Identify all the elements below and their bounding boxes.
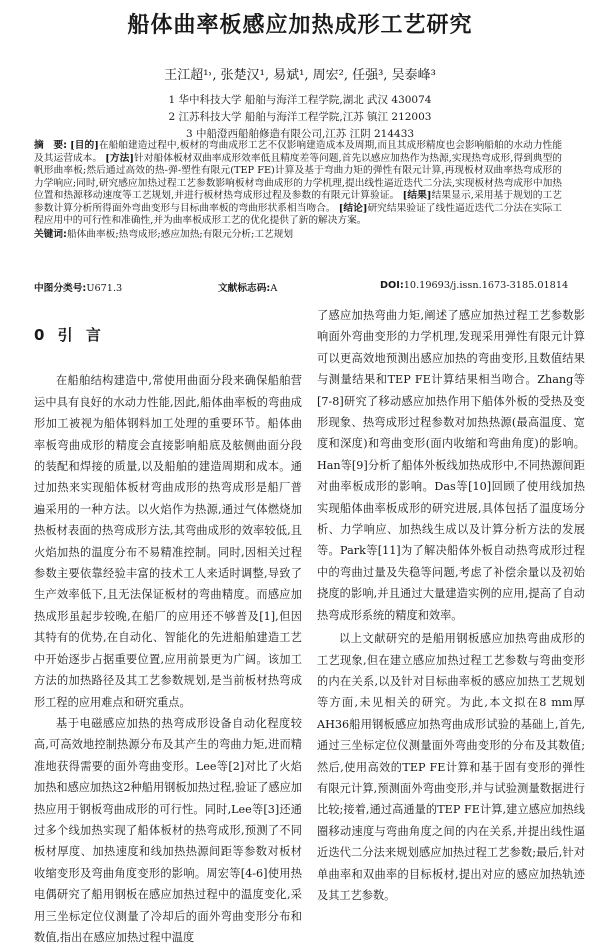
affiliation-3: 3 中船澄西船舶修造有限公司,江苏 江阴 214433 bbox=[185, 128, 415, 140]
abstract-method: 针对船体板材双曲率成形效率低且精度差等问题,首先以感应加热作为热源,实现热弯成形,得到典型的帆形曲率板;然后通过高效的热-弹-塑性有限元(TEP FE)计算及基于弯曲力矩的弹性有限元计算,再现板材双曲率热弯成形的力学响应;同时,研究感应加热过程工艺参数影响板材弯曲成形的力学机理,提出线性逼近迭代二分法,实现板材热弯成形中加热位置和热源移动速度等工艺规划,并进行板材热弯成形过程及参数的有限元计算验证。 bbox=[34, 152, 562, 201]
clc-line bbox=[34, 280, 122, 294]
doc-code-line bbox=[218, 280, 277, 294]
keywords-line bbox=[34, 229, 562, 242]
abstract-conclusion: 研究结果验证了线性逼近迭代二分法在实际工程应用中的可行性和准确性,并为曲率板成形工艺的优化提供了新的解决方案。 bbox=[34, 202, 562, 226]
body-paragraph-continued: 了感应加热弯曲力矩,阐述了感应加热过程工艺参数影响面外弯曲变形的力学机理,发现采用弹性有限元计算可以更高效地预测出感应加热的弯曲变形,且数值结果与测量结果和TEP FE计算结果相当吻合。Zhang等[7-8]研究了移动感应加热作用下船体外板的受热及变形现象、热弯成形过程参数对加热热源(最高温度、宽度和深度)和弯曲变形(面内收缩和弯曲角度)的影响。Han等[9]分析了船体外板线加热成形中,不同热源间距对曲率板成形的影响。Das等[10]回顾了使用线加热实现船体曲率板成形的研究进展,具体包括了温度场分析、力学响应、加热线生成以及计算分析方法的发展等。Park等[11]为了解决船体外板自动热弯成形过程中的弯曲过量及失稳等问题,考虑了补偿余量以及初始挠度的影响,并且通过大量建造实例的应用,提高了自动热弯成形系统的精度和效率。 bbox=[317, 309, 585, 622]
abstract-purpose: 在船舶建造过程中,板材的弯曲成形工艺不仅影响建造成本及周期,而且其成形精度也会影响船舶的水动力性能及其运营成本。 bbox=[34, 140, 563, 164]
doi-label: DOI: bbox=[380, 280, 404, 291]
paper-title: 船体曲率板感应加热成形工艺研究 bbox=[127, 13, 473, 38]
abstract-tag-method: [方法] bbox=[105, 152, 134, 164]
author-list: 王江超¹˒, 张楚汉¹, 易斌¹, 周宏², 任强³, 吴泰峰³ bbox=[164, 68, 436, 83]
body-paragraph: 以上文献研究的是船用钢板感应加热弯曲成形的工艺现象,但在建立感应加热过程工艺参数与弯曲变形的内在关系,以及针对目标曲率板的感应加热工艺规划等方面,未见相关的研究。为此,本文拟在8 mm厚AH36船用钢板感应加热弯曲成形试验的基础上,首先,通过三坐标定位仪测量面外弯曲变形的分布及其数值;然后,使用高效的TEP FE计算和基于固有变形的弹性有限元计算,预测面外弯曲变形,并与试验测量数据进行比较;接着,通过高通量的TEP FE计算,建立感应加热线圈移动速度与弯曲角度之间的内在关系,并提出线性逼近迭代二分法来规划感应加热过程工艺参数;最后,针对单曲率和双曲率的目标板材,提出对应的感应加热轨迹及其工艺参数。 bbox=[317, 632, 585, 902]
keywords: 船体曲率板;热弯成形;感应加热;有限元分析;工艺规划 bbox=[66, 228, 294, 240]
abstract-result: 结果显示,采用基于规划的工艺参数计算分析所得面外弯曲变形与目标曲率板的弯曲形状系相当吻合。 bbox=[34, 190, 562, 214]
body-paragraph: 在船舶结构建造中,常使用曲面分段来确保船舶营运中具有良好的水动力性能,因此,船体曲率板的弯曲成形加工被视为船体钢料加工处理的重要环节。船体曲率板弯曲成形的精度会直接影响船底及舷侧曲面分段的装配和焊接的质量,以及船舶的建造周期和成本。通过加热来实现船体板材弯曲成形的热弯成形是船厂普遍采用的一种方法。以火焰作为热源,通过气体燃烧加热板材表面的热弯成形方法,其弯曲成形的效率较低,且火焰加热的温度分布不易精准控制。同时,因相关过程参数主要依靠经验丰富的技术工人来适时调整,导致了生产效率低下,且无法保证板材的弯曲精度。而感应加热成形虽起步较晚,在船厂的应用还不够普及[1],但因其特有的优势,在自动化、智能化的先进船舶建造工艺中开始逐步占据重要位置,应用前景更为广阔。该加工方法的加热路径及其工艺参数规划,是当前板材热弯成形工程的应用难点和研究重点。 bbox=[34, 374, 302, 709]
affiliation-1: 1 华中科技大学 船舶与海洋工程学院,湖北 武汉 430074 bbox=[168, 94, 432, 106]
abstract-tag-purpose: [目的] bbox=[70, 140, 99, 151]
clc-value: U671.3 bbox=[86, 283, 123, 294]
affiliation-2: 2 江苏科技大学 船舶与海洋工程学院,江苏 镇江 212003 bbox=[168, 111, 432, 123]
body-paragraph: 基于电磁感应加热的热弯成形设备自动化程度较高,可高效地控制热源分布及其产生的弯曲力矩,进而精准地获得需要的面外弯曲变形。Lee等[2]对比了火焰加热和感应加热这2种船用钢板加热过程,验证了感应加热应用于钢板弯曲成形的可行性。同时,Lee等[3]还通过多个线加热实现了船体板材的热弯成形,预测了不同板材厚度、加热速度和线加热热源间距等参数对板材收缩变形及弯曲角度变形的影响。周宏等[4-6]使用热电偶研究了船用钢板在感应加热过程中的温度变化,采用三坐标定位仪测量了冷却后的面外弯曲变形分布和数值,指出在感应加热过程中温度 bbox=[34, 716, 302, 944]
keywords-label: 关键词: bbox=[34, 228, 67, 240]
abstract bbox=[34, 140, 562, 241]
clc-label: 中图分类号: bbox=[34, 283, 87, 294]
right-column bbox=[317, 305, 585, 906]
abstract-tag-result: [结果] bbox=[402, 190, 432, 201]
left-column bbox=[34, 305, 302, 948]
abstract-label: 摘 要: bbox=[34, 140, 68, 151]
doc-code-value: A bbox=[270, 283, 278, 294]
abstract-tag-conclusion: [结论] bbox=[338, 202, 368, 214]
section-heading: 0 引 言 bbox=[34, 326, 105, 344]
doc-code-label: 文献标志码: bbox=[218, 283, 271, 294]
doi-value: 10.19693/j.issn.1673-3185.01814 bbox=[403, 280, 569, 291]
doi-line bbox=[380, 280, 568, 291]
